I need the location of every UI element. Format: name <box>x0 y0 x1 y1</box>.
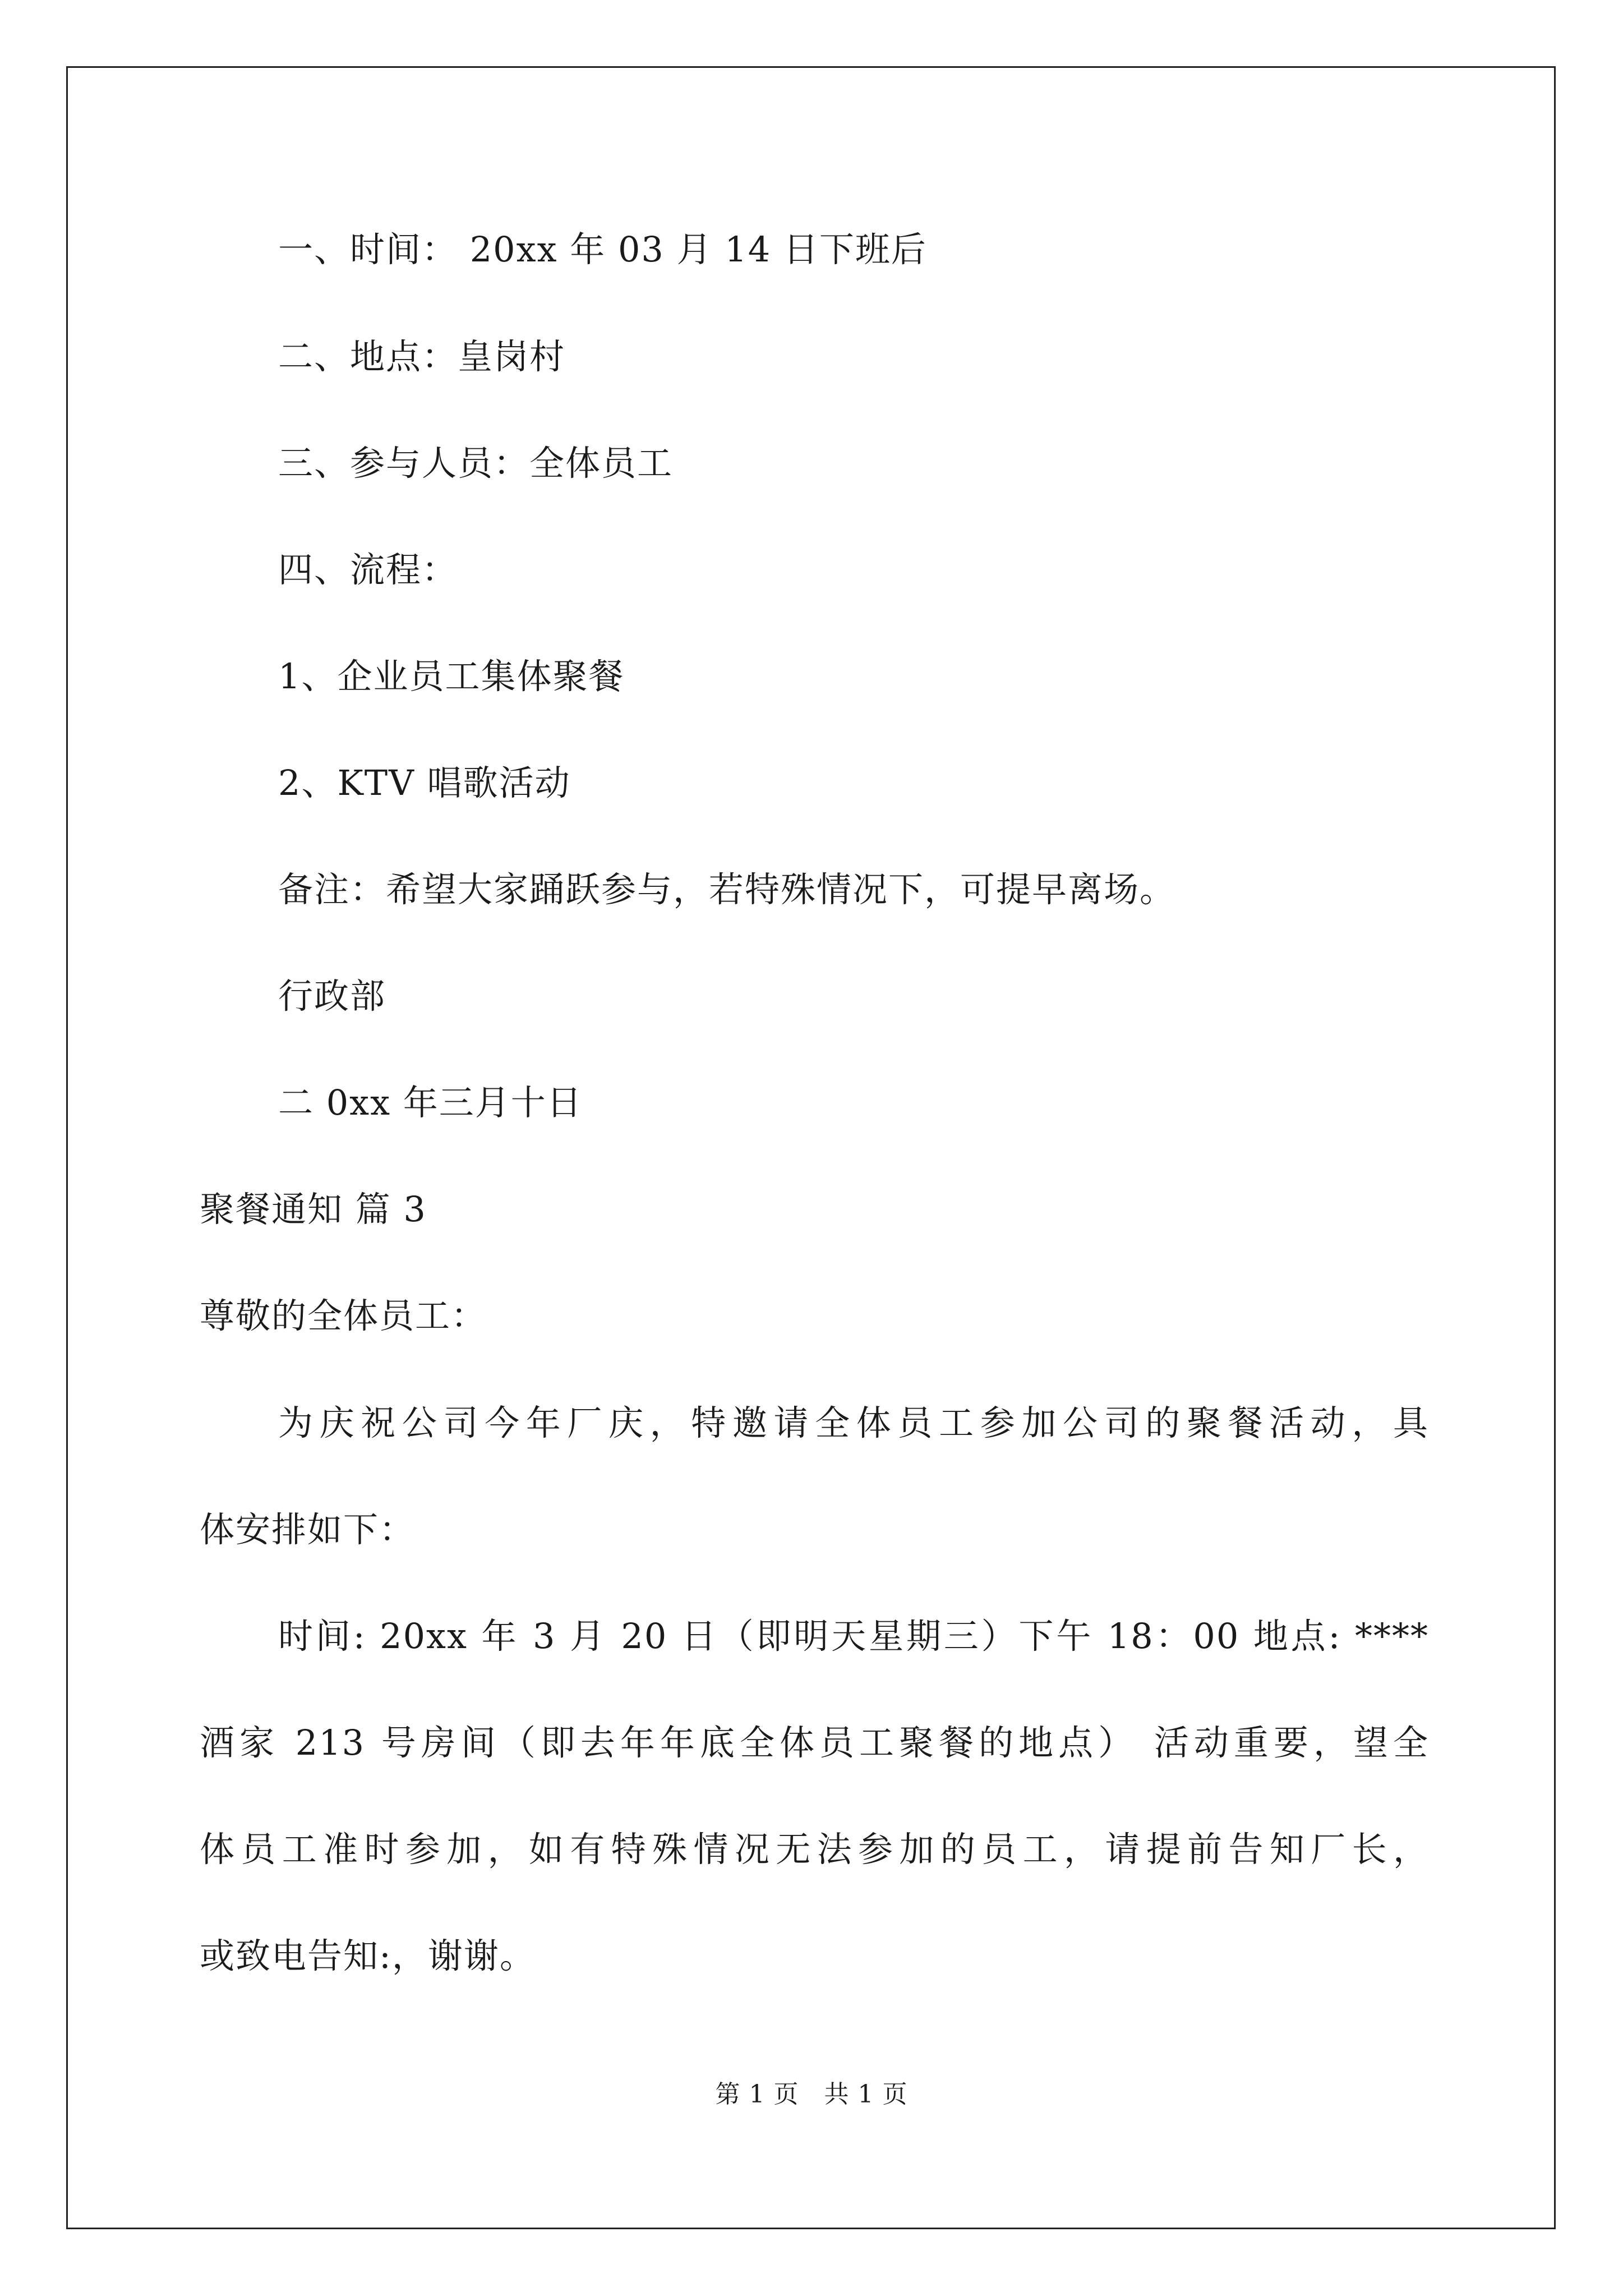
text-line-location: 二、地点：皇岗村 <box>278 336 566 377</box>
text-line-remark: 备注：希望大家踊跃参与，若特殊情况下，可提早离场。 <box>278 869 1176 910</box>
section-heading: 聚餐通知 篇 3 <box>200 1189 427 1230</box>
text-line-department: 行政部 <box>278 976 386 1016</box>
body-paragraph-2-line-1: 时间: 20xx 年 3 月 20 日（即明天星期三）下午 18：00 地点: **** <box>278 1616 1429 1657</box>
text-line-date: 二 0xx 年三月十日 <box>278 1082 583 1123</box>
body-paragraph-2-line-4: 或致电告知:，谢谢。 <box>200 1935 536 1976</box>
salutation: 尊敬的全体员工： <box>200 1295 487 1336</box>
text-line-process: 四、流程： <box>278 549 458 590</box>
body-paragraph-2-line-2: 酒家 213 号房间（即去年年底全体员工聚餐的地点） 活动重要，望全 <box>200 1722 1429 1763</box>
body-paragraph-2-line-3: 体员工准时参加，如有特殊情况无法参加的员工，请提前告知厂长， <box>200 1829 1429 1870</box>
text-line-participants: 三、参与人员：全体员工 <box>278 443 674 484</box>
text-line-step-2: 2、KTV 唱歌活动 <box>278 762 571 803</box>
page-border <box>66 66 1556 2229</box>
body-paragraph-1-line-2: 体安排如下： <box>200 1509 416 1550</box>
body-paragraph-1-line-1: 为庆祝公司今年厂庆，特邀请全体员工参加公司的聚餐活动，具 <box>278 1402 1429 1443</box>
text-line-step-1: 1、企业员工集体聚餐 <box>278 656 625 697</box>
page-footer: 第 1 页 共 1 页 <box>715 2080 908 2109</box>
text-line-time: 一、时间： 20xx 年 03 月 14 日下班后 <box>278 229 927 270</box>
